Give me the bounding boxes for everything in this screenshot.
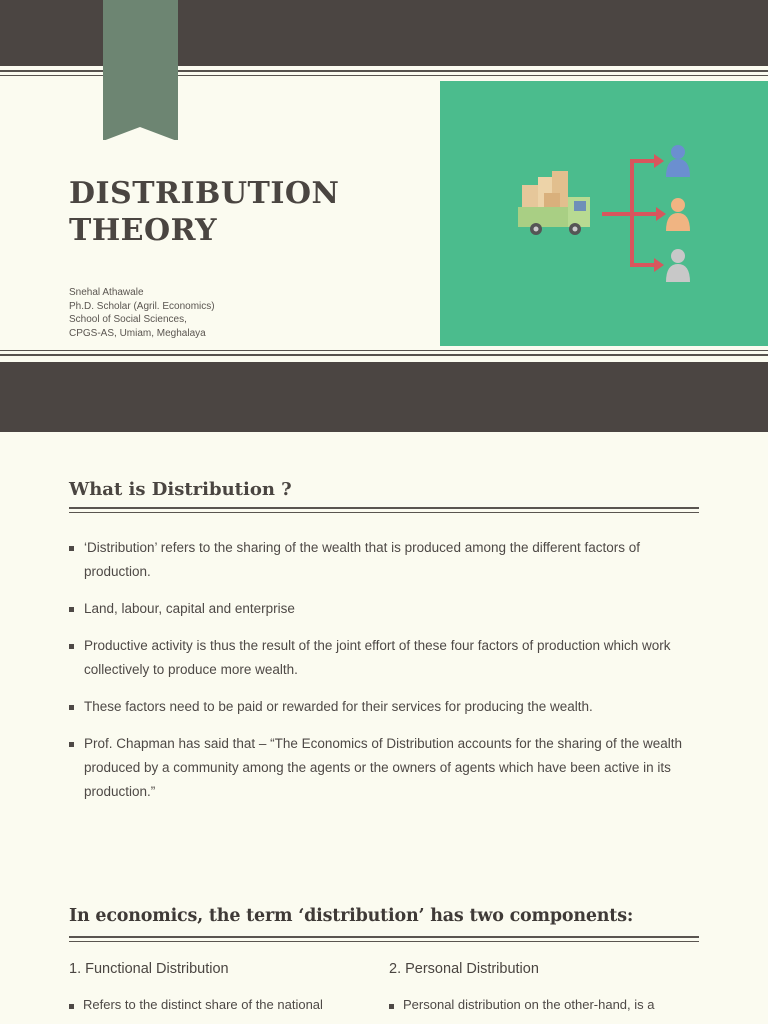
person-orange-icon	[666, 198, 690, 231]
person-blue-icon	[666, 145, 690, 177]
author-block	[69, 286, 329, 340]
list-item: ‘Distribution’ refers to the sharing of the wealth that is produced among the different factors of production.	[69, 536, 709, 584]
branch-arrows-icon	[602, 159, 656, 267]
list-item: Refers to the distinct share of the national	[69, 997, 323, 1012]
definition-slide	[0, 432, 768, 862]
title-line-2: THEORY	[69, 213, 218, 248]
person-gray-icon	[666, 249, 690, 282]
bookmark-ribbon	[103, 0, 178, 140]
list-item: These factors need to be paid or rewarded for their services for producing the wealth.	[69, 695, 709, 719]
bottom-rule-thin	[0, 350, 768, 351]
components-slide	[0, 862, 768, 1024]
delivery-truck-icon	[518, 171, 590, 235]
list-item: Productive activity is thus the result of the joint effort of these four factors of production which work collectively to produce more wealth.	[69, 634, 709, 682]
distribution-illustration	[440, 81, 768, 346]
bullet-list	[69, 536, 709, 817]
author-school: School of Social Sciences,	[69, 314, 187, 325]
title-slide	[0, 0, 768, 432]
list-item: Prof. Chapman has said that – “The Economics of Distribution accounts for the sharing of the wealth produced by a community among the agents or the owners of agents which have been active in its production.”	[69, 732, 709, 804]
title-line-1: DISTRIBUTION	[69, 176, 340, 211]
author-institute: CPGS-AS, Umiam, Meghalaya	[69, 327, 206, 339]
bottom-rule	[0, 354, 768, 356]
slide-title	[69, 175, 409, 249]
heading-divider	[69, 507, 699, 513]
column-title-functional: 1. Functional Distribution	[69, 961, 229, 977]
author-name: Snehal Athawale	[69, 287, 144, 298]
section-heading: What is Distribution ?	[69, 479, 292, 500]
author-degree: Ph.D. Scholar (Agril. Economics)	[69, 300, 215, 312]
section-heading: In economics, the term ‘distribution’ has two components:	[69, 906, 634, 926]
list-item: Land, labour, capital and enterprise	[69, 597, 709, 621]
heading-divider	[69, 936, 699, 942]
bottom-band	[0, 362, 768, 432]
list-item: Personal distribution on the other-hand, is a	[389, 997, 655, 1012]
column-title-personal: 2. Personal Distribution	[389, 961, 539, 977]
